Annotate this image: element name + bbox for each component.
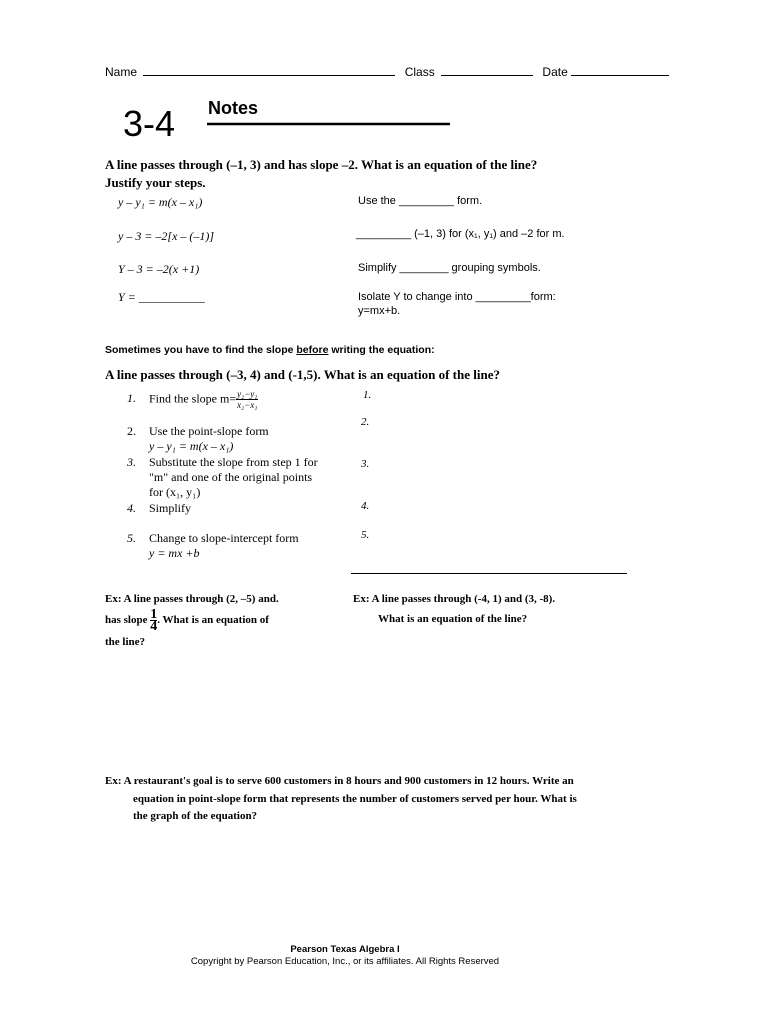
ex-left-line2-post: . What is an equation of [157, 614, 269, 627]
lesson-title: Notes [208, 98, 259, 118]
section2-question: A line passes through (–3, 4) and (-1,5). What is an equation of the line? [105, 367, 500, 382]
example1-question-line2: Justify your steps. [105, 175, 206, 190]
example1-question [105, 156, 537, 192]
footer-title: Pearson Texas Algebra I [290, 944, 400, 955]
s2-step3-line2: "m" and one of the original points [149, 470, 313, 484]
s2-step2-line2: y – y₁ = m(x – x₁) [149, 439, 234, 453]
step1-right: Use the _________ form. [358, 195, 483, 207]
ex-left-line3: the line? [105, 636, 146, 648]
step2-left: y – 3 = –2[x – (–1)] [118, 229, 215, 243]
step4-right-line2: y=mx+b. [358, 305, 401, 317]
ex-left-fraction-den: 4 [150, 619, 158, 634]
ex-restaurant [105, 773, 577, 826]
step4-right [358, 290, 556, 318]
section2-intro [105, 344, 435, 356]
footer-copyright: Copyright by Pearson Education, Inc., or its affiliates. All Rights Reserved [190, 956, 500, 967]
title-rule [205, 118, 450, 138]
slope-fraction-den: x₂−x₁ [237, 400, 258, 410]
ex-right-line2: What is an equation of the line? [378, 613, 528, 625]
answer-number-2: 2. [361, 416, 370, 428]
answer-number-4: 4. [361, 500, 370, 512]
step2-right: _________ (–1, 3) for (x₁, y₁) and –2 for m. [356, 228, 565, 240]
s2-step5 [127, 531, 299, 561]
ex-left [105, 589, 345, 652]
ex-right-line1: Ex: A line passes through (-4, 1) and (3, -8). [353, 593, 556, 605]
ex-left-line1: Ex: A line passes through (2, –5) and. [105, 593, 279, 605]
step4-left: Y = ___________ [118, 290, 205, 304]
answer-number-5: 5. [361, 529, 370, 541]
s2-step3 [127, 455, 318, 500]
s2-step3-line3: for (x₁, y₁) [149, 485, 201, 499]
step3-left: Y – 3 = –2(x +1) [118, 262, 200, 276]
s2-step2-num: 2. [127, 424, 136, 438]
step4-right-line1: Isolate Y to change into _________form: [358, 291, 556, 303]
intro-underlined: before [296, 344, 329, 356]
s2-step5-line1: Change to slope-intercept form [149, 531, 299, 545]
ex-restaurant-line3: the graph of the equation? [133, 810, 258, 822]
class-field[interactable] [441, 63, 533, 76]
s2-step2-line1: Use the point-slope form [149, 424, 269, 438]
ex-restaurant-line2: equation in point-slope form that represents the number of customers served per hour. What is [133, 792, 577, 805]
name-label: Name [105, 65, 138, 79]
ex-right [353, 589, 555, 629]
s2-step4-line1: Simplify [149, 501, 192, 515]
s2-step5-line2: y = mx +b [149, 546, 200, 560]
intro-pre: Sometimes you have to find the slope [105, 344, 297, 356]
date-label: Date [542, 65, 568, 79]
s2-step4 [127, 501, 191, 516]
s2-step1 [127, 389, 357, 410]
s2-step2 [127, 424, 269, 454]
slope-fraction [236, 389, 258, 410]
intro-post: writing the equation: [328, 344, 435, 356]
slope-fraction-num: y₂−y₁ [237, 389, 258, 399]
ex-left-fraction-num: 1 [150, 607, 158, 622]
s2-step1-text: Find the slope m= [149, 391, 237, 406]
s2-step5-num: 5. [127, 531, 136, 545]
answer-number-3: 3. [361, 458, 370, 470]
name-field[interactable] [143, 63, 395, 76]
footer [0, 944, 690, 968]
lesson-number: 3-4 [123, 103, 176, 144]
step1-left: y – y₁ = m(x – x₁) [118, 195, 203, 209]
s2-step4-num: 4. [127, 501, 136, 515]
step3-right: Simplify ________ grouping symbols. [358, 262, 541, 274]
s2-step3-num: 3. [127, 455, 136, 469]
header-row [105, 63, 670, 79]
ex-restaurant-line1: Ex: A restaurant's goal is to serve 600 customers in 8 hours and 900 customers in 12 hours. Write an [105, 775, 574, 787]
answer-line[interactable] [351, 573, 627, 574]
class-label: Class [404, 65, 435, 79]
s2-step3-line1: Substitute the slope from step 1 for [149, 455, 318, 469]
example1-question-line1: A line passes through (–1, 3) and has slope –2. What is an equation of the line? [105, 157, 538, 172]
ex-left-line2-pre: has slope [105, 614, 151, 627]
s2-step1-num: 1. [127, 391, 136, 406]
date-field[interactable] [571, 63, 669, 76]
answer-number-1: 1. [363, 389, 372, 401]
